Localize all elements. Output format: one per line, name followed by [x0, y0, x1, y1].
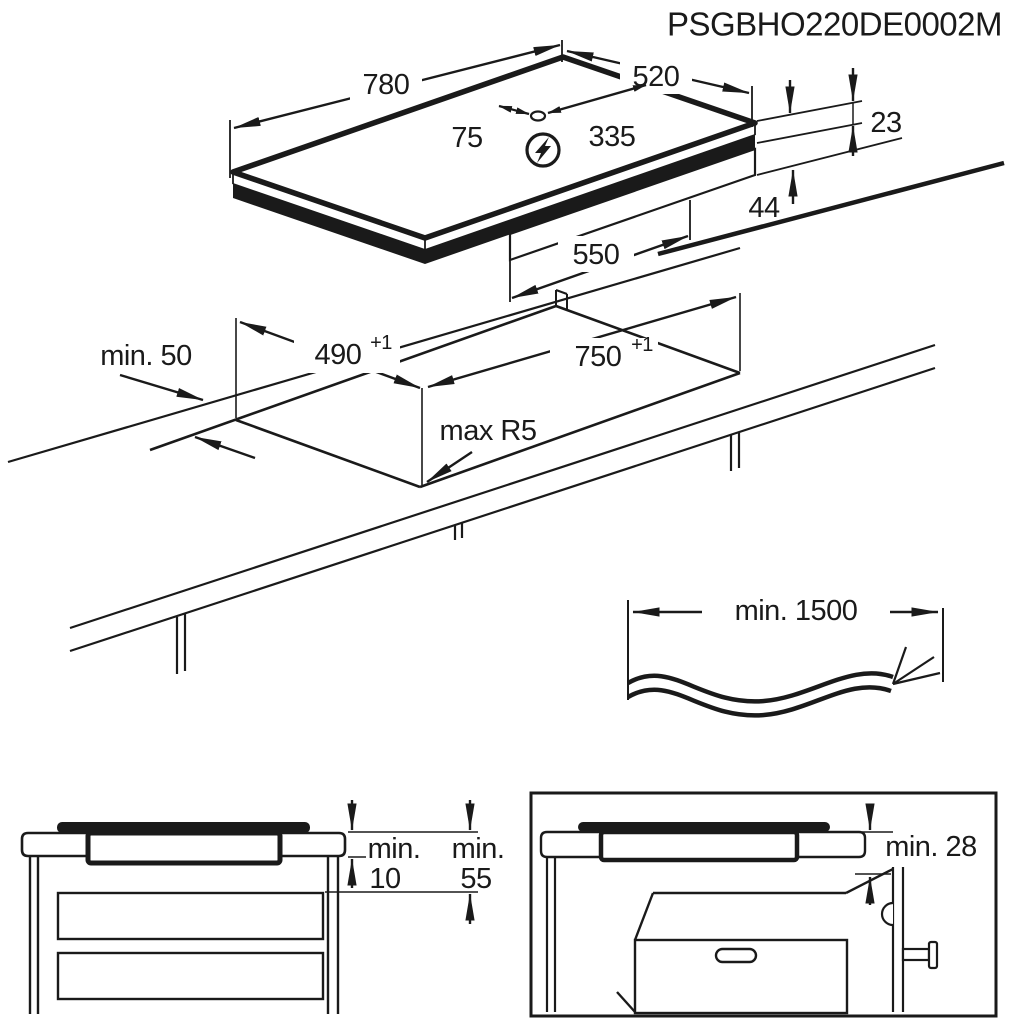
min55-word: min. [451, 833, 505, 865]
min50-arrow-upper [120, 375, 203, 400]
dim-750-tolerance: +1 [631, 334, 653, 356]
hob-isometric-view [230, 40, 1004, 302]
electrical-connection-icon [527, 134, 559, 166]
hob-recess-box-section [88, 833, 280, 863]
drawer-install-view [22, 800, 504, 1014]
power-cable-view [628, 594, 943, 715]
dim-490-label: 490 [314, 339, 362, 371]
dim-75-label: 75 [451, 122, 483, 154]
hob-glass-section-right [578, 822, 830, 832]
min28-label: min. 28 [885, 831, 977, 863]
min10-word: min. [367, 833, 421, 865]
dim-780-label: 780 [362, 69, 410, 101]
dim-490-tolerance: +1 [370, 332, 392, 354]
dim-44-label: 44 [748, 192, 780, 224]
oven-drawing [617, 867, 937, 1013]
dim-550-label: 550 [572, 239, 620, 271]
oven-handle [716, 949, 756, 962]
min50-arrow-lower [195, 437, 255, 458]
drawing-code-label: PSGBHO220DE0002M [666, 5, 1002, 43]
min10-value: 10 [369, 863, 401, 895]
hob-recess-box-section-right [601, 832, 797, 860]
worktop-front-edge-top [70, 345, 935, 628]
maxr5-label: max R5 [439, 415, 537, 447]
cabinet-wall-left [547, 857, 555, 1012]
oven-side-panel [882, 867, 903, 1012]
oven-install-view [531, 793, 996, 1016]
min50-label: min. 50 [100, 340, 192, 372]
min55-value: 55 [460, 863, 492, 895]
cable-icon [628, 647, 940, 715]
dim-1500-label: min. 1500 [734, 595, 858, 627]
drawer-front-1 [58, 893, 323, 939]
worktop-surface-line [757, 101, 862, 121]
hob-bottom-reference-line [757, 138, 902, 175]
worktop-surface-line-2 [757, 123, 862, 143]
dim-23-label: 23 [870, 107, 902, 139]
oven-knob [903, 942, 937, 968]
dim-750-label: 750 [574, 341, 622, 373]
dim-335-label: 335 [588, 121, 636, 153]
connection-point [531, 112, 545, 121]
hob-glass-section [57, 822, 310, 833]
cable-wire-ends [893, 647, 940, 684]
dim-520-label: 520 [632, 61, 680, 93]
worktop-legs [177, 432, 739, 674]
drawer-front-2 [58, 953, 323, 999]
